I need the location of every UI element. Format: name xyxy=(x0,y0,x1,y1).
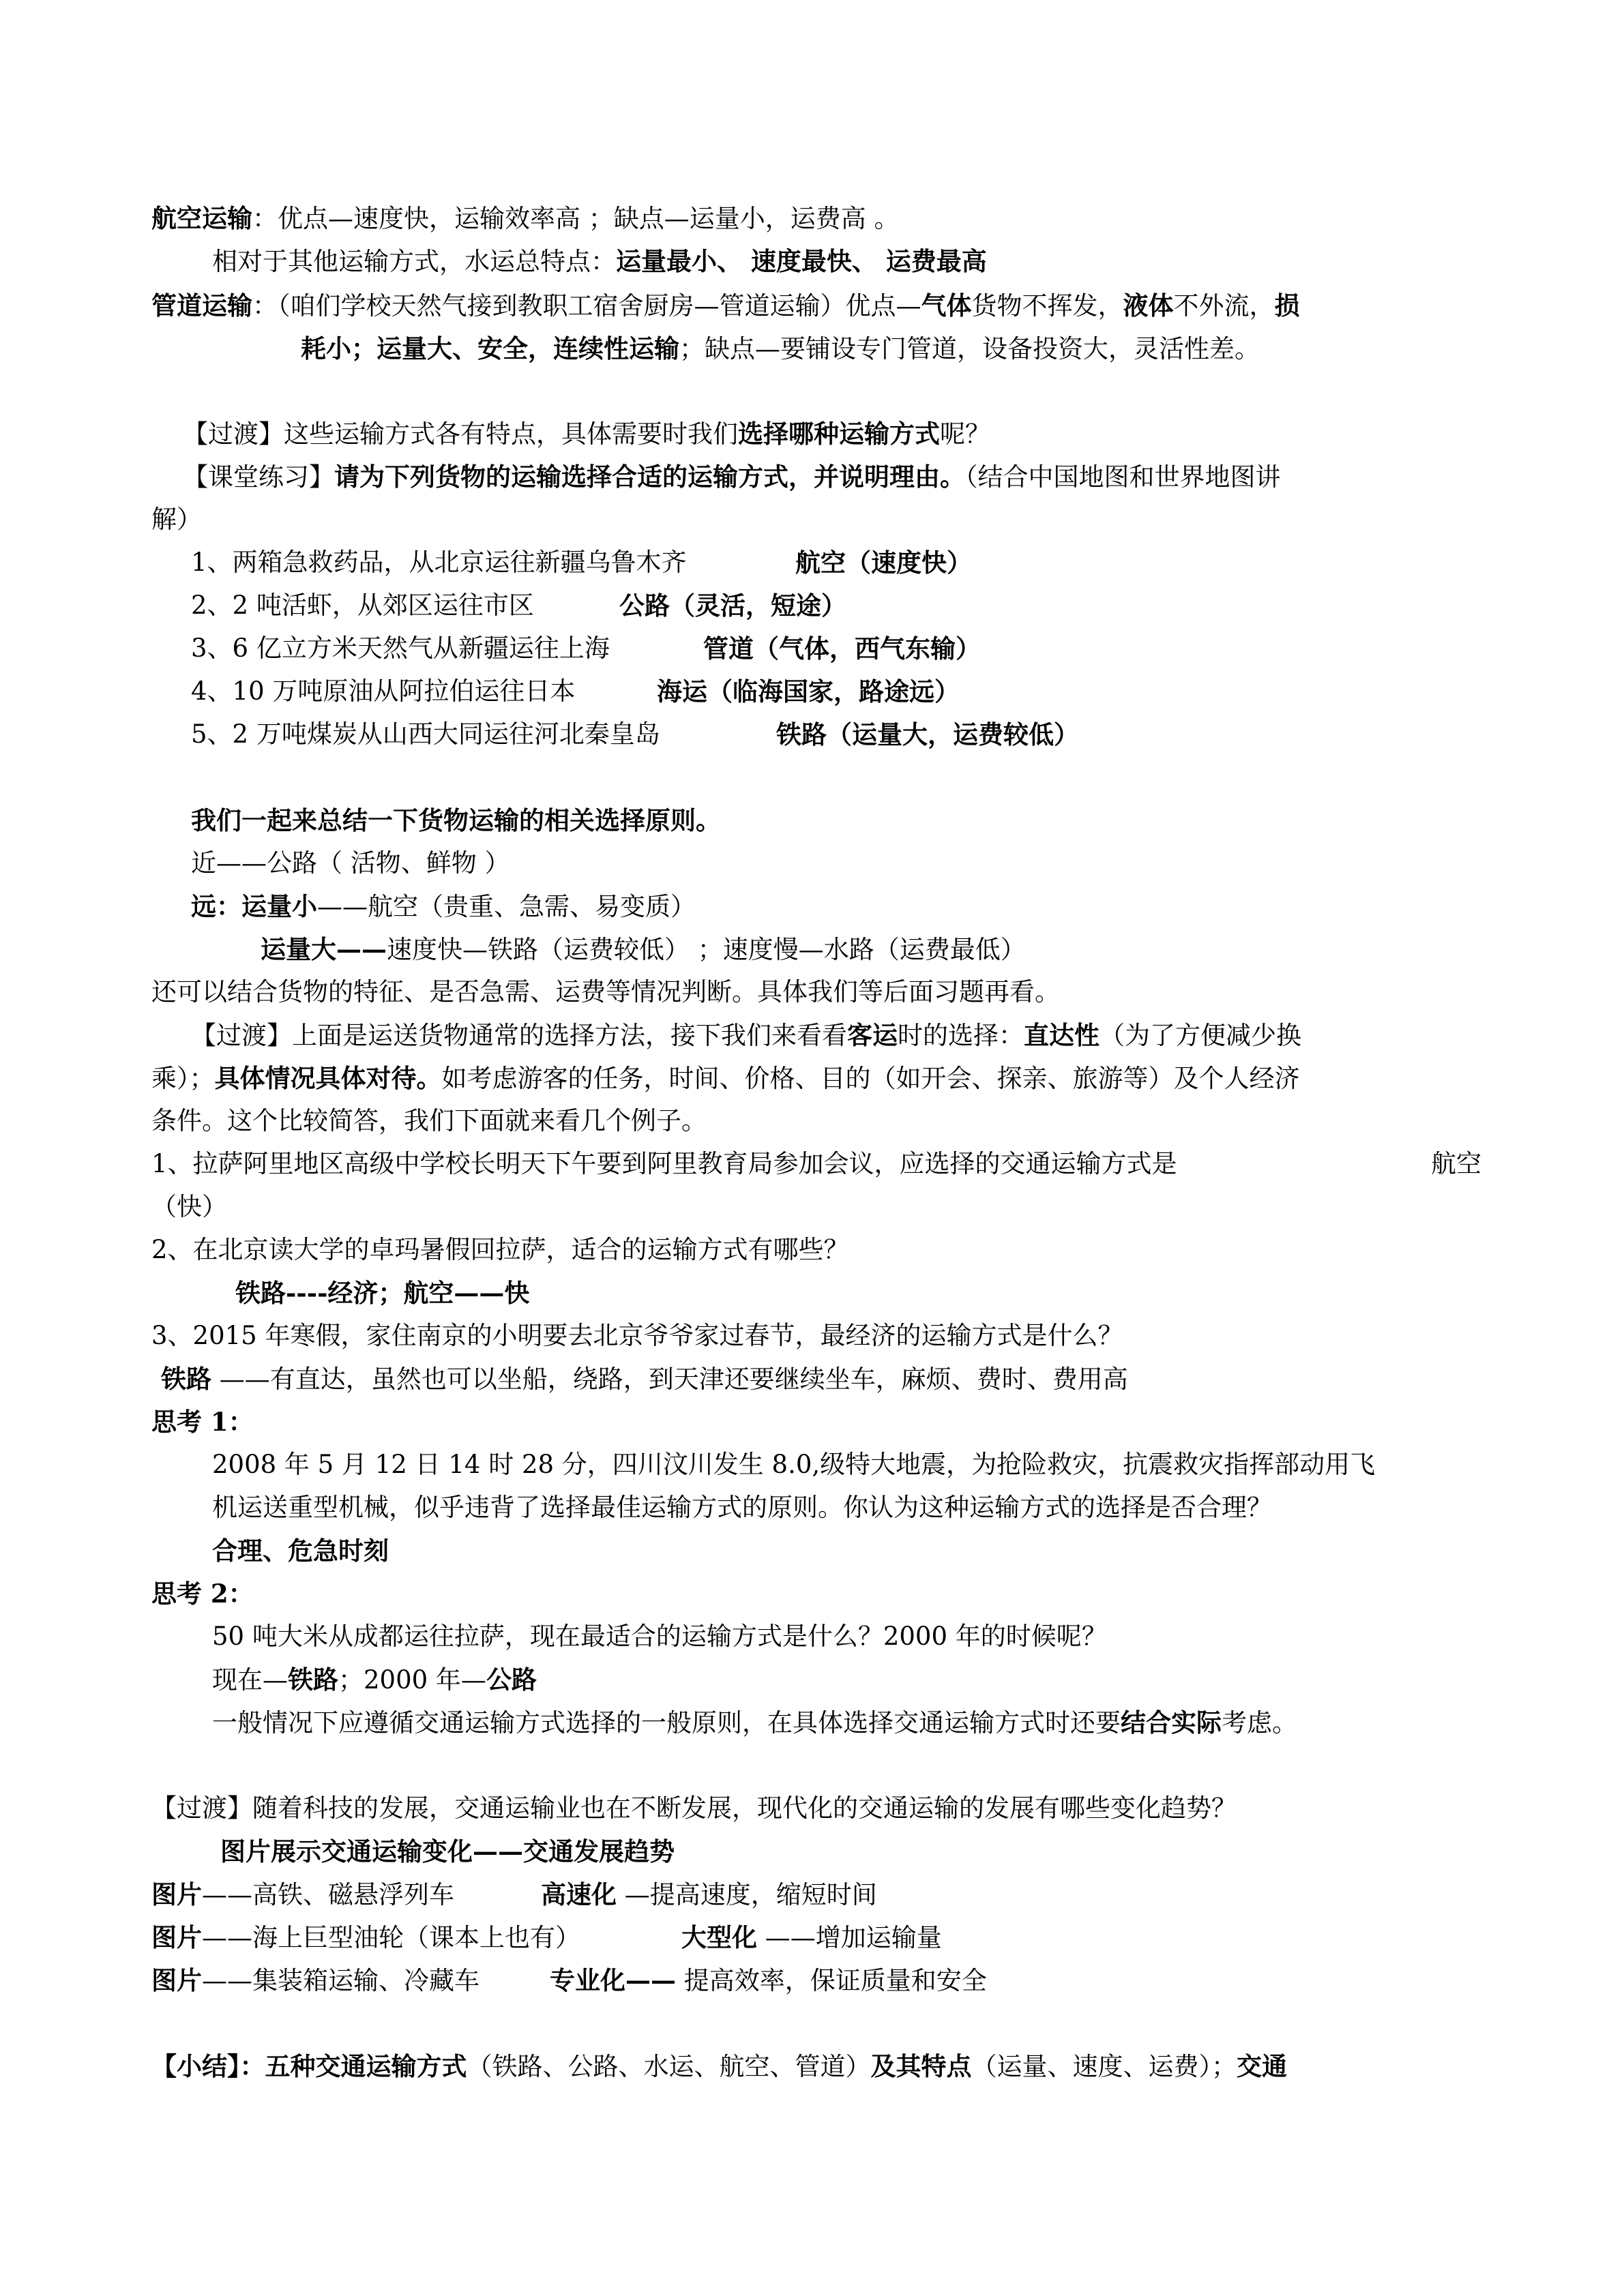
text-line: 条件。这个比较简答，我们下面就来看几个例子。 xyxy=(151,1106,707,1135)
list-answer: 管道（气体，西气东输） xyxy=(703,633,981,664)
text-line: 耗小；运量大、安全，连续性运输；缺点—要铺设专门管道，设备投资大，灵活性差。 xyxy=(301,333,1260,363)
section-heading: 我们一起来总结一下货物运输的相关选择原则。 xyxy=(191,805,721,835)
text-line: 50 吨大米从成都运往拉萨，现在最适合的运输方式是什么？2000 年的时候呢？ xyxy=(212,1622,1107,1651)
text-line: 2008 年 5 月 12 日 14 时 28 分，四川汶川发生 8.0,级特大地震，为抢险救灾，抗震救灾指挥部动用飞 xyxy=(212,1450,1376,1479)
text-line: 机运送重型机械，似乎违背了选择最佳运输方式的原则。你认为这种运输方式的选择是否合理？ xyxy=(212,1493,1272,1522)
text-line: 现在—铁路；2000 年—公路 xyxy=(212,1665,537,1695)
text-line: 【过渡】随着科技的发展，交通运输业也在不断发展，现代化的交通运输的发展有哪些变化趋势？ xyxy=(151,1793,1237,1823)
text-line: 【课堂练习】请为下列货物的运输选择合适的运输方式，并说明理由。（结合中国地图和世界地图讲 xyxy=(183,462,1281,492)
text-line: 图片——高铁、磁悬浮列车 xyxy=(151,1879,454,1909)
list-item: 3、6 亿立方米天然气从新疆运往上海 xyxy=(191,633,610,663)
text-line: 2、在北京读大学的卓玛暑假回拉萨，适合的运输方式有哪些？ xyxy=(151,1235,849,1264)
text-line: 一般情况下应遵循交通运输方式选择的一般原则，在具体选择交通运输方式时还要结合实际考虑。 xyxy=(212,1708,1297,1738)
list-answer: 铁路（运量大，运费较低） xyxy=(776,719,1079,749)
text-line: 【小结】：五种交通运输方式（铁路、公路、水运、航空、管道）及其特点（运量、速度、运费）；交通 xyxy=(151,2051,1287,2081)
list-item: 1、两箱急救药品，从北京运往新疆乌鲁木齐 xyxy=(191,548,687,577)
list-item: 4、10 万吨原油从阿拉伯运往日本 xyxy=(191,676,576,706)
list-item: 2、2 吨活虾，从郊区运往市区 xyxy=(191,591,534,620)
text-line: 铁路 ——有直达，虽然也可以坐船，绕路，到天津还要继续坐车，麻烦、费时、费用高 xyxy=(161,1364,1128,1394)
text-line: 航空运输：优点—速度快，运输效率高 ；缺点—运量小，运费高 。 xyxy=(151,203,900,233)
text-line: 图片——海上巨型油轮（课本上也有） xyxy=(151,1922,580,1952)
text-line: 管道运输：（咱们学校天然气接到教职工宿舍厨房—管道运输）优点—气体货物不挥发，液体不外流，损 xyxy=(151,290,1300,320)
text-line: 图片——集装箱运输、冷藏车 xyxy=(151,1965,479,1995)
text-line: 3、2015 年寒假，家住南京的小明要去北京爷爷家过春节，最经济的运输方式是什么？ xyxy=(151,1321,1123,1350)
text-line: 远：运量小——航空（贵重、急需、易变质） xyxy=(191,891,696,921)
text-line: 近——公路（ 活物、鲜物 ） xyxy=(191,848,510,878)
list-item: 5、2 万吨煤炭从山西大同运往河北秦皇岛 xyxy=(191,719,660,749)
text-line: 航空 xyxy=(1431,1149,1481,1178)
text-line: 大型化 ——增加运输量 xyxy=(681,1922,942,1952)
text-line: 还可以结合货物的特征、是否急需、运费等情况判断。具体我们等后面习题再看。 xyxy=(151,977,1060,1007)
text-line: 【过渡】上面是运送货物通常的选择方法，接下我们来看看客运时的选择：直达性（为了方便减少换 xyxy=(191,1020,1301,1050)
list-answer: 航空（速度快） xyxy=(795,548,972,578)
text-line: 【过渡】这些运输方式各有特点，具体需要时我们选择哪种运输方式呢？ xyxy=(183,419,990,449)
text-line: 图片展示交通运输变化——交通发展趋势 xyxy=(220,1836,675,1866)
text-line: 相对于其他运输方式，水运总特点：运量最小、 速度最快、 运费最高 xyxy=(212,246,987,276)
section-heading: 思考 1： xyxy=(151,1407,254,1437)
text-line: 合理、危急时刻 xyxy=(212,1536,389,1566)
text-line: （快） xyxy=(151,1192,227,1221)
list-answer: 海运（临海国家，路途远） xyxy=(657,676,960,706)
text-line: 解） xyxy=(151,505,202,534)
text-line: 乘）；具体情况具体对待。如考虑游客的任务，时间、价格、目的（如开会、探亲、旅游等）及个人经济 xyxy=(151,1063,1300,1093)
text-line: 运量大——速度快—铁路（运费较低） ；速度慢—水路（运费最低） xyxy=(261,934,1026,964)
text-line: 铁路----经济；航空——快 xyxy=(235,1278,530,1308)
section-heading: 思考 2： xyxy=(151,1579,254,1609)
text-line: 专业化—— 提高效率，保证质量和安全 xyxy=(550,1965,987,1995)
list-answer: 公路（灵活，短途） xyxy=(619,591,846,621)
text-line: 1、拉萨阿里地区高级中学校长明天下午要到阿里教育局参加会议，应选择的交通运输方式是 xyxy=(151,1149,1177,1178)
text-line: 高速化 —提高速度，缩短时间 xyxy=(541,1879,877,1909)
